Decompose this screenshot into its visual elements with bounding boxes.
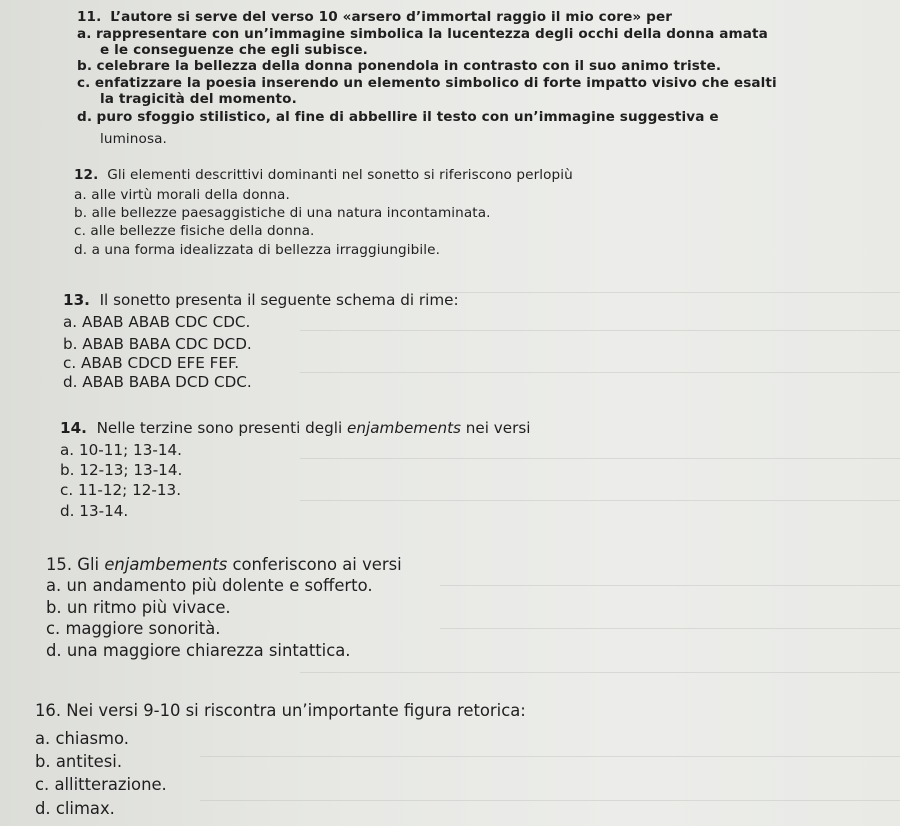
option-text: ABAB BABA DCD CDC.: [82, 373, 252, 391]
option-d: [60, 504, 128, 519]
question-13-stem-line: [63, 293, 459, 308]
option-d: [77, 111, 719, 125]
option-letter: c.: [74, 223, 86, 239]
option-text: ABAB BABA CDC DCD.: [82, 335, 252, 353]
option-b: [74, 207, 491, 221]
option-a: [60, 443, 182, 458]
question-stem-pre: Gli: [77, 555, 105, 574]
option-text: ABAB CDCD EFE FEF.: [81, 354, 240, 372]
option-letter: c.: [77, 75, 91, 91]
question-16-stem-line: [35, 703, 526, 719]
option-c: [74, 225, 314, 239]
option-text: una maggiore chiarezza sintattica.: [66, 641, 351, 660]
option-b: [46, 600, 231, 616]
option-text: 13-14.: [79, 502, 129, 520]
option-letter: d.: [46, 641, 62, 660]
option-letter: b.: [74, 205, 88, 221]
option-letter: c.: [46, 619, 61, 638]
question-stem-emphasis: enjambements: [347, 419, 461, 437]
option-text: puro sfoggio stilistico, al fine di abbellire il testo con un’immagine suggestiva e: [96, 109, 719, 125]
question-number: 16.: [35, 701, 62, 720]
option-text: ABAB ABAB CDC CDC.: [81, 313, 251, 331]
option-letter: d.: [63, 373, 78, 391]
option-b: [63, 337, 252, 352]
option-text: 10-11; 13-14.: [78, 441, 183, 459]
option-a-continuation: [100, 44, 368, 58]
option-text: la tragicità del momento.: [100, 91, 297, 107]
option-letter: b.: [35, 752, 51, 771]
option-letter: d.: [60, 502, 75, 520]
option-a: [63, 315, 250, 330]
option-letter: c.: [60, 481, 74, 499]
option-letter: b.: [60, 461, 75, 479]
option-a: [77, 28, 768, 42]
option-text: 11-12; 12-13.: [78, 481, 182, 499]
option-b: [60, 463, 182, 478]
option-text: celebrare la bellezza della donna ponendola in contrasto con il suo animo triste.: [96, 58, 722, 74]
option-b: [35, 754, 122, 770]
option-d: [63, 375, 252, 390]
question-stem: Il sonetto presenta il seguente schema di rime:: [99, 291, 459, 309]
option-text: luminosa.: [100, 131, 167, 147]
option-text: chiasmo.: [55, 729, 129, 748]
option-letter: b.: [46, 598, 62, 617]
question-stem: Gli elementi descrittivi dominanti nel sonetto si riferiscono perlopiù: [107, 167, 573, 183]
question-number: 13.: [63, 291, 90, 309]
option-letter: a.: [46, 576, 62, 595]
question-11-stem-line: [77, 11, 672, 25]
option-c: [60, 483, 181, 498]
question-number: 15.: [46, 555, 73, 574]
option-text: allitterazione.: [54, 775, 167, 794]
option-letter: a.: [74, 187, 87, 203]
option-d: [74, 244, 440, 258]
question-15-stem-line: [46, 557, 402, 573]
question-number: 11.: [77, 9, 102, 25]
option-text: alle bellezze fisiche della donna.: [90, 223, 315, 239]
option-c: [35, 777, 167, 793]
option-text: e le conseguenze che egli subisce.: [100, 42, 368, 58]
question-number: 14.: [60, 419, 87, 437]
option-text: alle bellezze paesaggistiche di una natura incontaminata.: [91, 205, 491, 221]
option-letter: a.: [60, 441, 75, 459]
question-stem-pre: Nelle terzine sono presenti degli: [96, 419, 348, 437]
option-text: un ritmo più vivace.: [66, 598, 231, 617]
option-c: [63, 356, 239, 371]
option-text: enfatizzare la poesia inserendo un elemento simbolico di forte impatto visivo che esalti: [94, 75, 777, 91]
option-a: [74, 189, 290, 203]
question-stem-post: conferiscono ai versi: [227, 555, 402, 574]
option-b: [77, 60, 721, 74]
option-letter: a.: [77, 26, 92, 42]
question-stem-post: nei versi: [460, 419, 531, 437]
option-d: [35, 801, 115, 817]
option-d-continuation: [100, 133, 167, 147]
option-letter: c.: [63, 354, 77, 372]
option-letter: c.: [35, 775, 50, 794]
question-12-stem-line: [74, 169, 573, 183]
option-c: [46, 621, 220, 637]
option-letter: b.: [63, 335, 78, 353]
option-c: [77, 77, 777, 91]
option-a: [46, 578, 373, 594]
option-text: alle virtù morali della donna.: [91, 187, 290, 203]
option-text: a una forma idealizzata di bellezza irraggiungibile.: [91, 242, 441, 258]
option-text: maggiore sonorità.: [65, 619, 221, 638]
option-letter: b.: [77, 58, 93, 74]
option-letter: a.: [63, 313, 78, 331]
option-d: [46, 643, 351, 659]
option-a: [35, 731, 129, 747]
option-text: climax.: [55, 799, 115, 818]
option-letter: d.: [35, 799, 51, 818]
question-14-stem-line: [60, 421, 531, 436]
question-number: 12.: [74, 167, 99, 183]
question-stem-emphasis: enjambements: [104, 555, 228, 574]
option-letter: d.: [77, 109, 93, 125]
option-letter: a.: [35, 729, 51, 748]
option-text: un andamento più dolente e sofferto.: [66, 576, 373, 595]
option-c-continuation: [100, 93, 297, 107]
option-letter: d.: [74, 242, 88, 258]
option-text: rappresentare con un’immagine simbolica la lucentezza degli occhi della donna amata: [95, 26, 768, 42]
option-text: 12-13; 13-14.: [79, 461, 183, 479]
option-text: antitesi.: [55, 752, 123, 771]
question-stem: Nei versi 9-10 si riscontra un’importante figura retorica:: [66, 701, 526, 720]
question-stem: L’autore si serve del verso 10 «arsero d’immortal raggio il mio core» per: [110, 9, 673, 25]
